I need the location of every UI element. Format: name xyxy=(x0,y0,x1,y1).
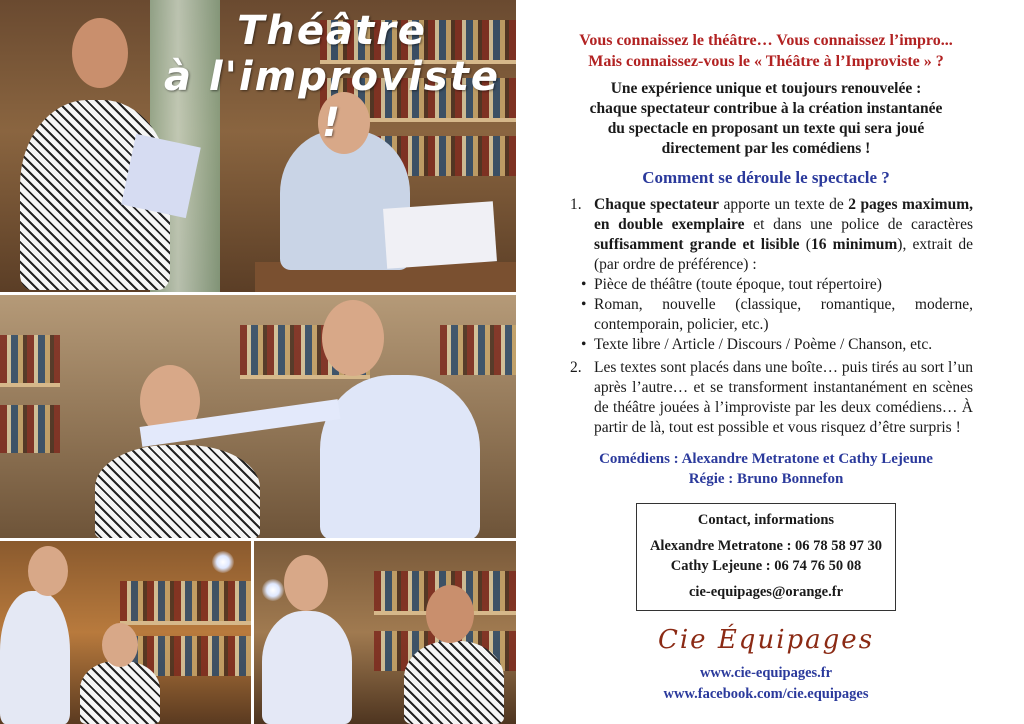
contact-title: Contact, informations xyxy=(697,512,835,528)
website-link[interactable]: www.cie-equipages.fr xyxy=(699,665,833,681)
intro-line1: Une expérience unique et toujours renouvelée : xyxy=(610,80,922,97)
show-title xyxy=(148,8,516,146)
step-1-number: 1. xyxy=(570,196,582,213)
show-title-line1: Théâtre xyxy=(237,8,427,54)
list-item: • Texte libre / Article / Discours / Poème / Chanson, etc. xyxy=(581,335,973,355)
howto-list xyxy=(541,195,991,438)
credits-actors: Comédiens : Alexandre Metratone et Cathy Lejeune xyxy=(599,451,933,467)
step-2 xyxy=(541,358,991,438)
contact-email[interactable]: cie-equipages@orange.fr xyxy=(688,584,844,600)
intro-line2: chaque spectateur contribue à la création instantanée xyxy=(589,100,943,117)
info-column xyxy=(541,30,991,720)
step-1-bold-legible: suffisamment grande et lisible xyxy=(594,236,800,253)
company-logo: Cie Équipages xyxy=(657,625,875,655)
step-1-text-c: ( xyxy=(799,236,811,253)
show-title-line2: à l'improviste ! xyxy=(164,54,500,146)
source-list xyxy=(541,275,991,355)
credits-stage: Régie : Bruno Bonnefon xyxy=(688,471,844,487)
contact-phone-cathy: Cathy Lejeune : 06 74 76 50 08 xyxy=(670,558,862,574)
photo-reading-duo xyxy=(0,541,251,724)
intro-question-line2: Mais connaissez-vous le « Théâtre à l’Improviste » ? xyxy=(588,53,944,70)
facebook-link[interactable]: www.facebook.com/cie.equipages xyxy=(663,686,869,702)
step-1-text-a: apporte un texte de xyxy=(719,196,849,213)
step-1-text-b: et dans une police de caractères xyxy=(744,216,973,233)
step-1-bold-spectator: Chaque spectateur xyxy=(594,196,720,213)
credits xyxy=(541,449,991,489)
contact-phone-alexandre: Alexandre Metratone : 06 78 58 97 30 xyxy=(649,538,883,554)
intro-line4: directement par les comédiens ! xyxy=(661,140,871,157)
web-links xyxy=(541,663,991,705)
step-2-number: 2. xyxy=(570,359,582,376)
contact-box xyxy=(636,503,896,611)
photo-duo-performance xyxy=(254,541,516,724)
photo-performance-gesture xyxy=(0,295,516,538)
step-2-text: Les textes sont placés dans une boîte… puis tirés au sort l’un après l’autre… et se transforment instantanément en scènes de théâtre jouées à l’improviste par les deux comédiens… À partir de là, tout est possible et vous risquez d’être surpris ! xyxy=(594,359,973,436)
step-1-bold-size: 16 minimum xyxy=(810,236,898,253)
intro-question-line1: Vous connaissez le théâtre… Vous connaissez l’impro... xyxy=(579,32,953,49)
step-1 xyxy=(541,195,991,275)
step-1-bold-pages: 2 pages maximum, en double exemplaire xyxy=(594,196,973,233)
list-item: • Pièce de théâtre (toute époque, tout répertoire) xyxy=(581,275,973,295)
intro-line3: du spectacle en proposant un texte qui sera joué xyxy=(607,120,925,137)
howto-heading: Comment se déroule le spectacle ? xyxy=(642,168,890,187)
step-1-text-d: ), extrait de (par ordre de préférence) : xyxy=(594,236,973,273)
list-item: • Roman, nouvelle (classique, romantique, moderne, contemporain, policier, etc.) xyxy=(581,295,973,335)
intro-description xyxy=(541,79,991,159)
intro-question xyxy=(541,30,991,72)
